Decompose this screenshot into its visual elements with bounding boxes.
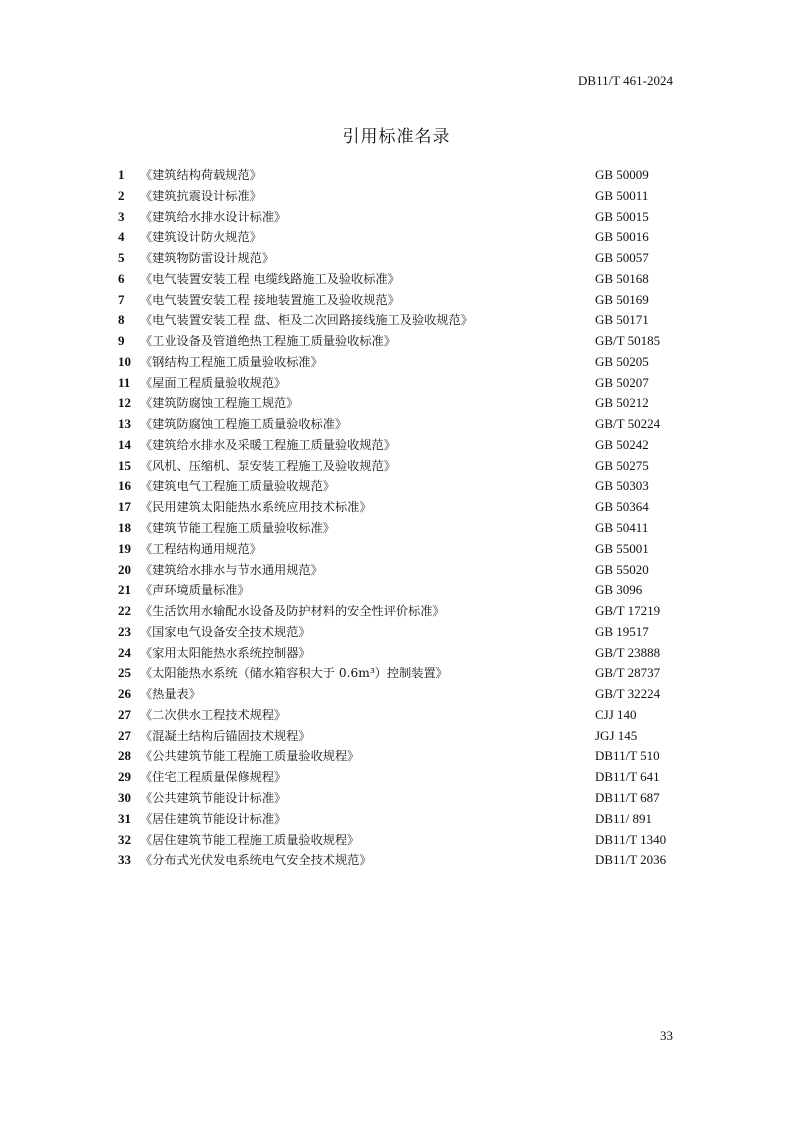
standard-number: 10 — [118, 353, 131, 369]
standard-name: 《公共建筑节能工程施工质量验收规程》 — [140, 749, 360, 764]
standard-name: 《公共建筑节能设计标准》 — [140, 790, 287, 805]
standard-name: 《电气装置安装工程 电缆线路施工及验收标准》 — [140, 271, 400, 286]
standard-name: 《建筑节能工程施工质量验收标准》 — [140, 521, 335, 536]
standard-number: 16 — [118, 478, 131, 494]
standard-number: 5 — [118, 250, 125, 266]
standard-code: DB11/T 2036 — [595, 852, 667, 868]
standard-name: 《混凝土结构后锚固技术规程》 — [140, 728, 311, 743]
standard-row — [118, 623, 678, 644]
standard-code: GB 50057 — [595, 250, 649, 266]
standard-name: 《建筑电气工程施工质量验收规范》 — [140, 479, 335, 494]
standard-number: 6 — [118, 270, 125, 286]
standard-name: 《生活饮用水输配水设备及防护材料的安全性评价标准》 — [140, 604, 445, 619]
standard-code: GB 50016 — [595, 229, 649, 245]
standard-name: 《风机、压缩机、泵安装工程施工及验收规范》 — [140, 458, 396, 473]
standard-code: GB 50168 — [595, 270, 649, 286]
standard-code: GB 50009 — [595, 167, 649, 182]
standard-row — [118, 228, 678, 249]
standard-name: 《工程结构通用规范》 — [140, 541, 262, 556]
standard-number: 31 — [118, 810, 131, 826]
standard-code: GB/T 50185 — [595, 333, 661, 349]
standard-name: 《建筑给水排水及采暖工程施工质量验收规范》 — [140, 437, 396, 452]
standard-number: 12 — [118, 395, 131, 411]
standard-number: 19 — [118, 540, 131, 556]
standard-code: JGJ 145 — [595, 727, 638, 743]
standard-row — [118, 208, 678, 229]
standard-row — [118, 602, 678, 623]
standard-number: 18 — [118, 520, 131, 536]
standard-number: 9 — [118, 333, 125, 349]
standard-name: 《太阳能热水系统（储水箱容积大于 0.6m³）控制装置》 — [140, 666, 448, 681]
standard-name: 《电气装置安装工程 盘、柜及二次回路接线施工及验收规范》 — [140, 313, 473, 328]
standard-code: GB 50364 — [595, 499, 649, 515]
standard-number: 27 — [118, 706, 131, 722]
standard-row — [118, 789, 678, 810]
standard-code: GB 55020 — [595, 561, 649, 577]
standard-code: CJJ 140 — [595, 706, 637, 722]
standard-row — [118, 394, 678, 415]
standard-number: 2 — [118, 187, 125, 203]
standard-row — [118, 519, 678, 540]
standard-number: 3 — [118, 208, 125, 224]
standard-name: 《建筑防腐蚀工程施工规范》 — [140, 396, 299, 411]
standard-row — [118, 187, 678, 208]
standard-code: GB/T 50224 — [595, 416, 661, 432]
standard-code: GB 55001 — [595, 540, 649, 556]
standard-name: 《建筑给水排水与节水通用规范》 — [140, 562, 323, 577]
standard-row — [118, 644, 678, 665]
standard-number: 4 — [118, 229, 125, 245]
standard-name: 《居住建筑节能设计标准》 — [140, 811, 287, 826]
standard-row — [118, 768, 678, 789]
standard-number: 33 — [118, 852, 131, 868]
standard-name: 《建筑物防雷设计规范》 — [140, 251, 275, 266]
standard-code: DB11/T 687 — [595, 789, 660, 805]
standard-code: GB 50275 — [595, 457, 649, 473]
standard-row — [118, 353, 678, 374]
standard-row — [118, 270, 678, 291]
standard-number: 23 — [118, 623, 131, 639]
standard-row — [118, 249, 678, 270]
standards-list — [118, 166, 678, 872]
standard-code: GB 50212 — [595, 395, 649, 411]
standard-row — [118, 311, 678, 332]
standard-row — [118, 831, 678, 852]
standard-number: 14 — [118, 436, 131, 452]
standard-row — [118, 457, 678, 478]
standard-number: 30 — [118, 789, 131, 805]
standard-code: GB 19517 — [595, 623, 649, 639]
standard-code: GB/T 28737 — [595, 665, 661, 681]
standard-name: 《工业设备及管道绝热工程施工质量验收标准》 — [140, 334, 396, 349]
standard-number: 17 — [118, 499, 131, 515]
standard-name: 《建筑给水排水设计标准》 — [140, 209, 287, 224]
standard-code: DB11/T 641 — [595, 769, 660, 785]
standard-name: 《民用建筑太阳能热水系统应用技术标准》 — [140, 500, 372, 515]
standard-row — [118, 685, 678, 706]
standard-row — [118, 706, 678, 727]
standard-row — [118, 436, 678, 457]
standard-code: GB 3096 — [595, 582, 643, 598]
standard-number: 8 — [118, 312, 125, 328]
standard-row — [118, 332, 678, 353]
standard-row — [118, 561, 678, 582]
standard-name: 《声环境质量标准》 — [140, 583, 250, 598]
standard-code: GB/T 23888 — [595, 644, 661, 660]
standard-row — [118, 810, 678, 831]
standard-number: 24 — [118, 644, 131, 660]
standard-number: 13 — [118, 416, 131, 432]
standard-number: 1 — [118, 167, 125, 182]
standard-code: DB11/T 1340 — [595, 831, 667, 847]
standard-number: 20 — [118, 561, 131, 577]
standard-name: 《建筑设计防火规范》 — [140, 230, 262, 245]
standard-name: 《热量表》 — [140, 687, 201, 702]
standard-row — [118, 664, 678, 685]
standard-row — [118, 498, 678, 519]
standard-row — [118, 477, 678, 498]
standard-name: 《建筑抗震设计标准》 — [140, 188, 262, 203]
standard-row — [118, 166, 678, 187]
document-code: DB11/T 461-2024 — [578, 73, 673, 88]
standard-code: GB 50303 — [595, 478, 649, 494]
standard-name: 《家用太阳能热水系统控制器》 — [140, 645, 311, 660]
standard-name: 《住宅工程质量保修规程》 — [140, 770, 287, 785]
standard-name: 《建筑结构荷载规范》 — [140, 168, 262, 182]
standard-number: 32 — [118, 831, 131, 847]
standard-row — [118, 291, 678, 312]
standard-code: GB 50242 — [595, 436, 649, 452]
standard-row — [118, 581, 678, 602]
standard-code: DB11/ 891 — [595, 810, 652, 826]
standard-code: GB 50169 — [595, 291, 649, 307]
standard-number: 26 — [118, 686, 131, 702]
standard-row — [118, 727, 678, 748]
standard-row — [118, 851, 678, 872]
standard-name: 《建筑防腐蚀工程施工质量验收标准》 — [140, 417, 348, 432]
standard-name: 《居住建筑节能工程施工质量验收规程》 — [140, 832, 360, 847]
standard-code: GB 50205 — [595, 353, 649, 369]
standard-name: 《二次供水工程技术规程》 — [140, 707, 287, 722]
standard-name: 《分布式光伏发电系统电气安全技术规范》 — [140, 853, 372, 868]
standard-code: GB 50207 — [595, 374, 649, 390]
standard-name: 《屋面工程质量验收规范》 — [140, 375, 287, 390]
page-number: 33 — [660, 1028, 673, 1043]
standard-name: 《国家电气设备安全技术规范》 — [140, 624, 311, 639]
standard-number: 25 — [118, 665, 131, 681]
standard-code: GB/T 17219 — [595, 603, 661, 619]
standard-code: GB 50171 — [595, 312, 649, 328]
standard-name: 《钢结构工程施工质量验收标准》 — [140, 354, 323, 369]
standard-number: 29 — [118, 769, 131, 785]
standard-number: 21 — [118, 582, 131, 598]
standard-code: GB/T 32224 — [595, 686, 661, 702]
standard-number: 7 — [118, 291, 125, 307]
standard-code: GB 50015 — [595, 208, 649, 224]
standard-number: 28 — [118, 748, 131, 764]
standard-number: 22 — [118, 603, 131, 619]
standard-code: GB 50011 — [595, 187, 649, 203]
standard-number: 11 — [118, 374, 131, 390]
standard-number: 27 — [118, 727, 131, 743]
standard-row — [118, 374, 678, 395]
standard-row — [118, 540, 678, 561]
standard-name: 《电气装置安装工程 接地装置施工及验收规范》 — [140, 292, 400, 307]
page-title: 引用标准名录 — [342, 127, 451, 147]
standard-code: GB 50411 — [595, 520, 649, 536]
standard-row — [118, 415, 678, 436]
standard-number: 15 — [118, 457, 131, 473]
standard-code: DB11/T 510 — [595, 748, 660, 764]
standard-row — [118, 747, 678, 768]
